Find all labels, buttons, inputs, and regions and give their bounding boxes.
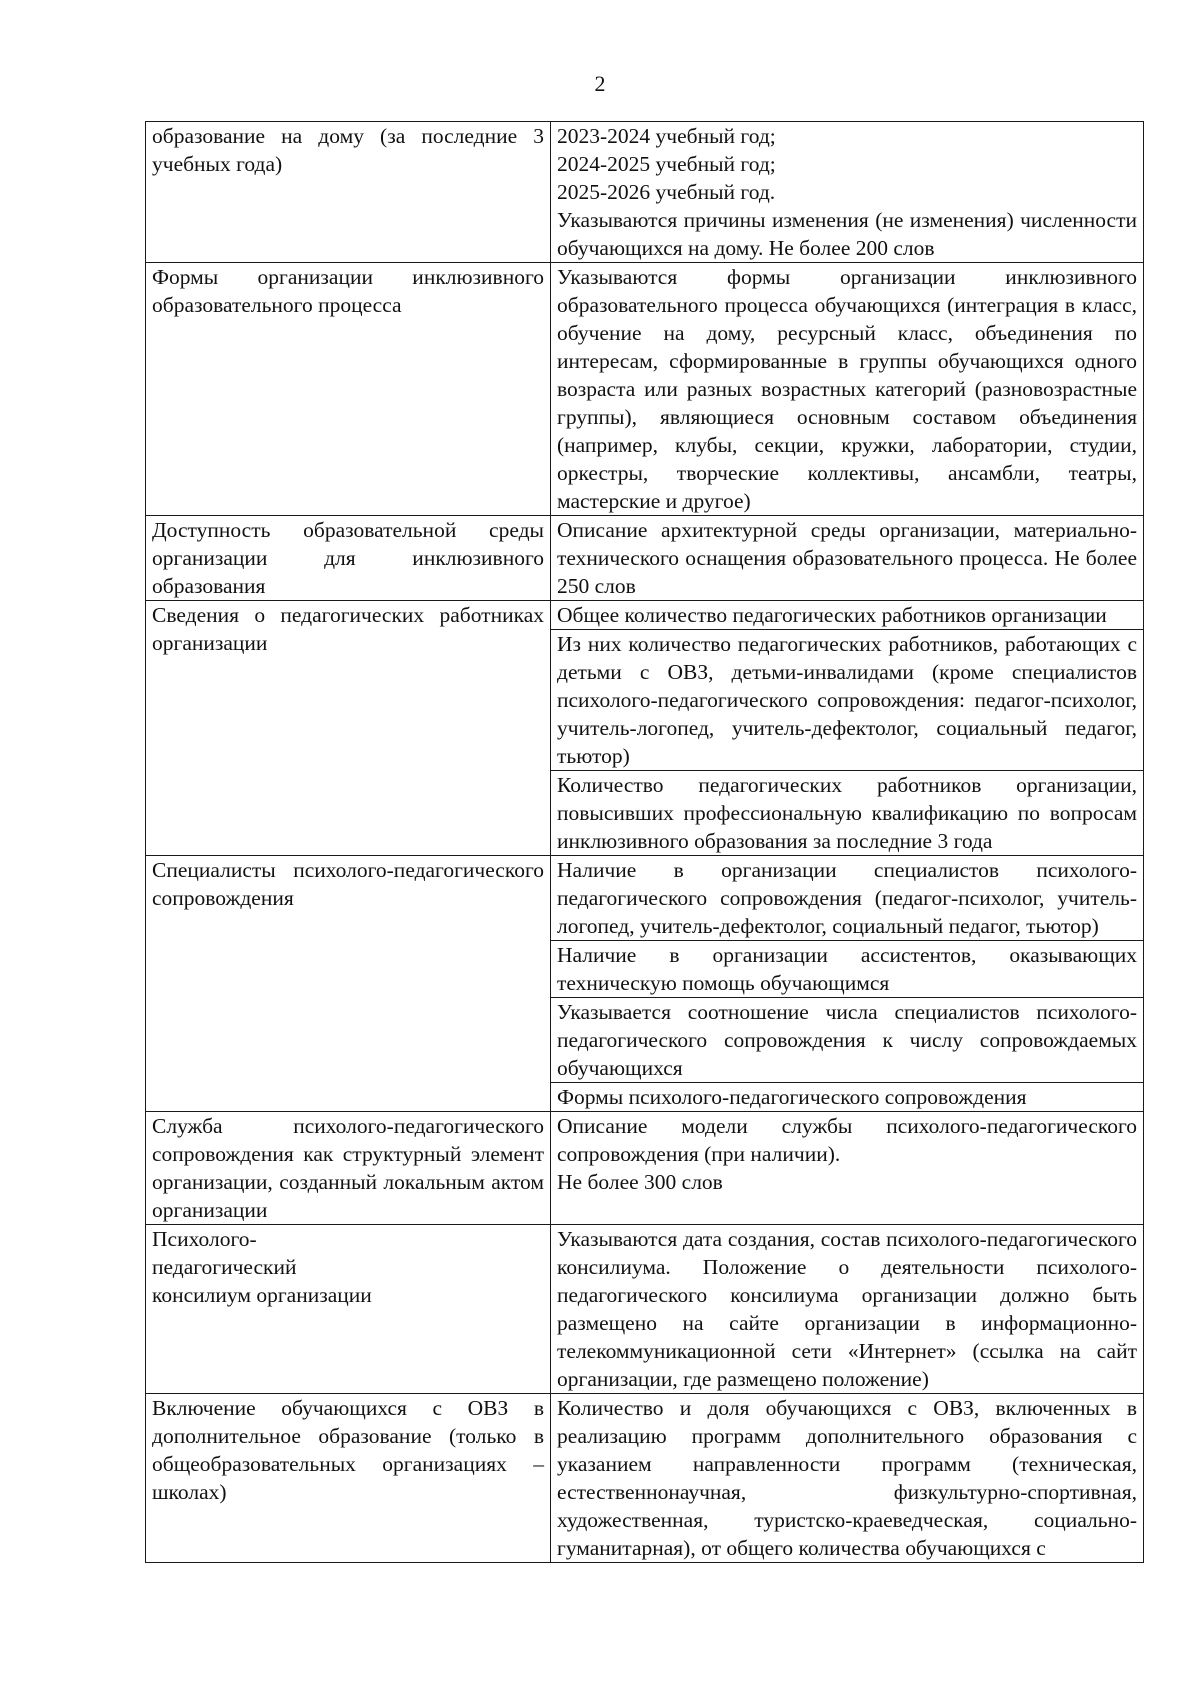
table-row — [146, 263, 1144, 516]
label-line: Психолого- — [152, 1227, 257, 1251]
row-label — [146, 1225, 551, 1394]
page-number: 2 — [594, 71, 606, 96]
table-row — [146, 856, 1144, 941]
row-description: Общее количество педагогических работников организации — [551, 601, 1144, 630]
row-description: Указываются дата создания, состав психолого-педагогического консилиума. Положение о деятельности психолого-педагогического консилиума организации должно быть размещено на сайте организации в информационно-телекоммуникационной сети «Интернет» (ссылка на сайт организации, где размещено положение) — [551, 1225, 1144, 1394]
row-description: Наличие в организации ассистентов, оказывающих техническую помощь обучающимся — [551, 941, 1144, 998]
row-label: Сведения о педагогических работниках организации — [146, 601, 551, 856]
table-row — [146, 601, 1144, 630]
row-label: Формы организации инклюзивного образовательного процесса — [146, 263, 551, 516]
year-line: 2024-2025 учебный год; — [557, 152, 776, 176]
row-label: Доступность образовательной среды организации для инклюзивного образования — [146, 516, 551, 601]
table-row — [146, 122, 1144, 263]
row-description — [551, 1112, 1144, 1225]
row-description: Указывается соотношение числа специалистов психолого-педагогического сопровождения к числу сопровождаемых обучающихся — [551, 998, 1144, 1083]
label-line: педагогический — [152, 1255, 297, 1279]
label-line: консилиум организации — [152, 1283, 372, 1307]
row-description — [551, 122, 1144, 263]
description-text: Описание модели службы психолого-педагогического сопровождения (при наличии). — [557, 1114, 1137, 1166]
table-row — [146, 1225, 1144, 1394]
description-text: Не более 300 слов — [557, 1170, 723, 1194]
requirements-table — [145, 121, 1144, 1563]
row-description: Из них количество педагогических работников, работающих с детьми с ОВЗ, детьми-инвалидами (кроме специалистов психолого-педагогического сопровождения: педагог-психолог, учитель-логопед, учитель-дефектолог, социальный педагог, тьютор) — [551, 630, 1144, 771]
row-description: Указываются формы организации инклюзивного образовательного процесса обучающихся (интеграция в класс, обучение на дому, ресурсный класс, объединения по интересам, сформированные в группы обучающихся одного возраста или разных возрастных категорий (разновозрастные группы), являющиеся основным составом объединения (например, клубы, секции, кружки, лаборатории, студии, оркестры, творческие коллективы, ансамбли, театры, мастерские и другое) — [551, 263, 1144, 516]
table-row — [146, 1394, 1144, 1563]
row-description: Описание архитектурной среды организации, материально-технического оснащения образовательного процесса. Не более 250 слов — [551, 516, 1144, 601]
row-description: Количество педагогических работников организации, повысивших профессиональную квалификацию по вопросам инклюзивного образования за последние 3 года — [551, 771, 1144, 856]
year-line: 2023-2024 учебный год; — [557, 124, 776, 148]
year-line: 2025-2026 учебный год. — [557, 180, 776, 204]
row-label: Включение обучающихся с ОВЗ в дополнительное образование (только в общеобразовательных организациях – школах) — [146, 1394, 551, 1563]
row-description: Количество и доля обучающихся с ОВЗ, включенных в реализацию программ дополнительного образования с указанием направленности программ (техническая, естественнонаучная, физкультурно-спортивная, художественная, туристско-краеведческая, социально-гуманитарная), от общего количества обучающихся с — [551, 1394, 1144, 1563]
row-description: Наличие в организации специалистов психолого-педагогического сопровождения (педагог-психолог, учитель-логопед, учитель-дефектолог, социальный педагог, тьютор) — [551, 856, 1144, 941]
table-row — [146, 1112, 1144, 1225]
row-description: Формы психолого-педагогического сопровождения — [551, 1083, 1144, 1112]
row-label: Служба психолого-педагогического сопровождения как структурный элемент организации, созданный локальным актом организации — [146, 1112, 551, 1225]
table-row — [146, 516, 1144, 601]
row-label: образование на дому (за последние 3 учебных года) — [146, 122, 551, 263]
row-label: Специалисты психолого-педагогического сопровождения — [146, 856, 551, 1112]
description-text: Указываются причины изменения (не изменения) численности обучающихся на дому. Не более 200 слов — [557, 208, 1137, 260]
